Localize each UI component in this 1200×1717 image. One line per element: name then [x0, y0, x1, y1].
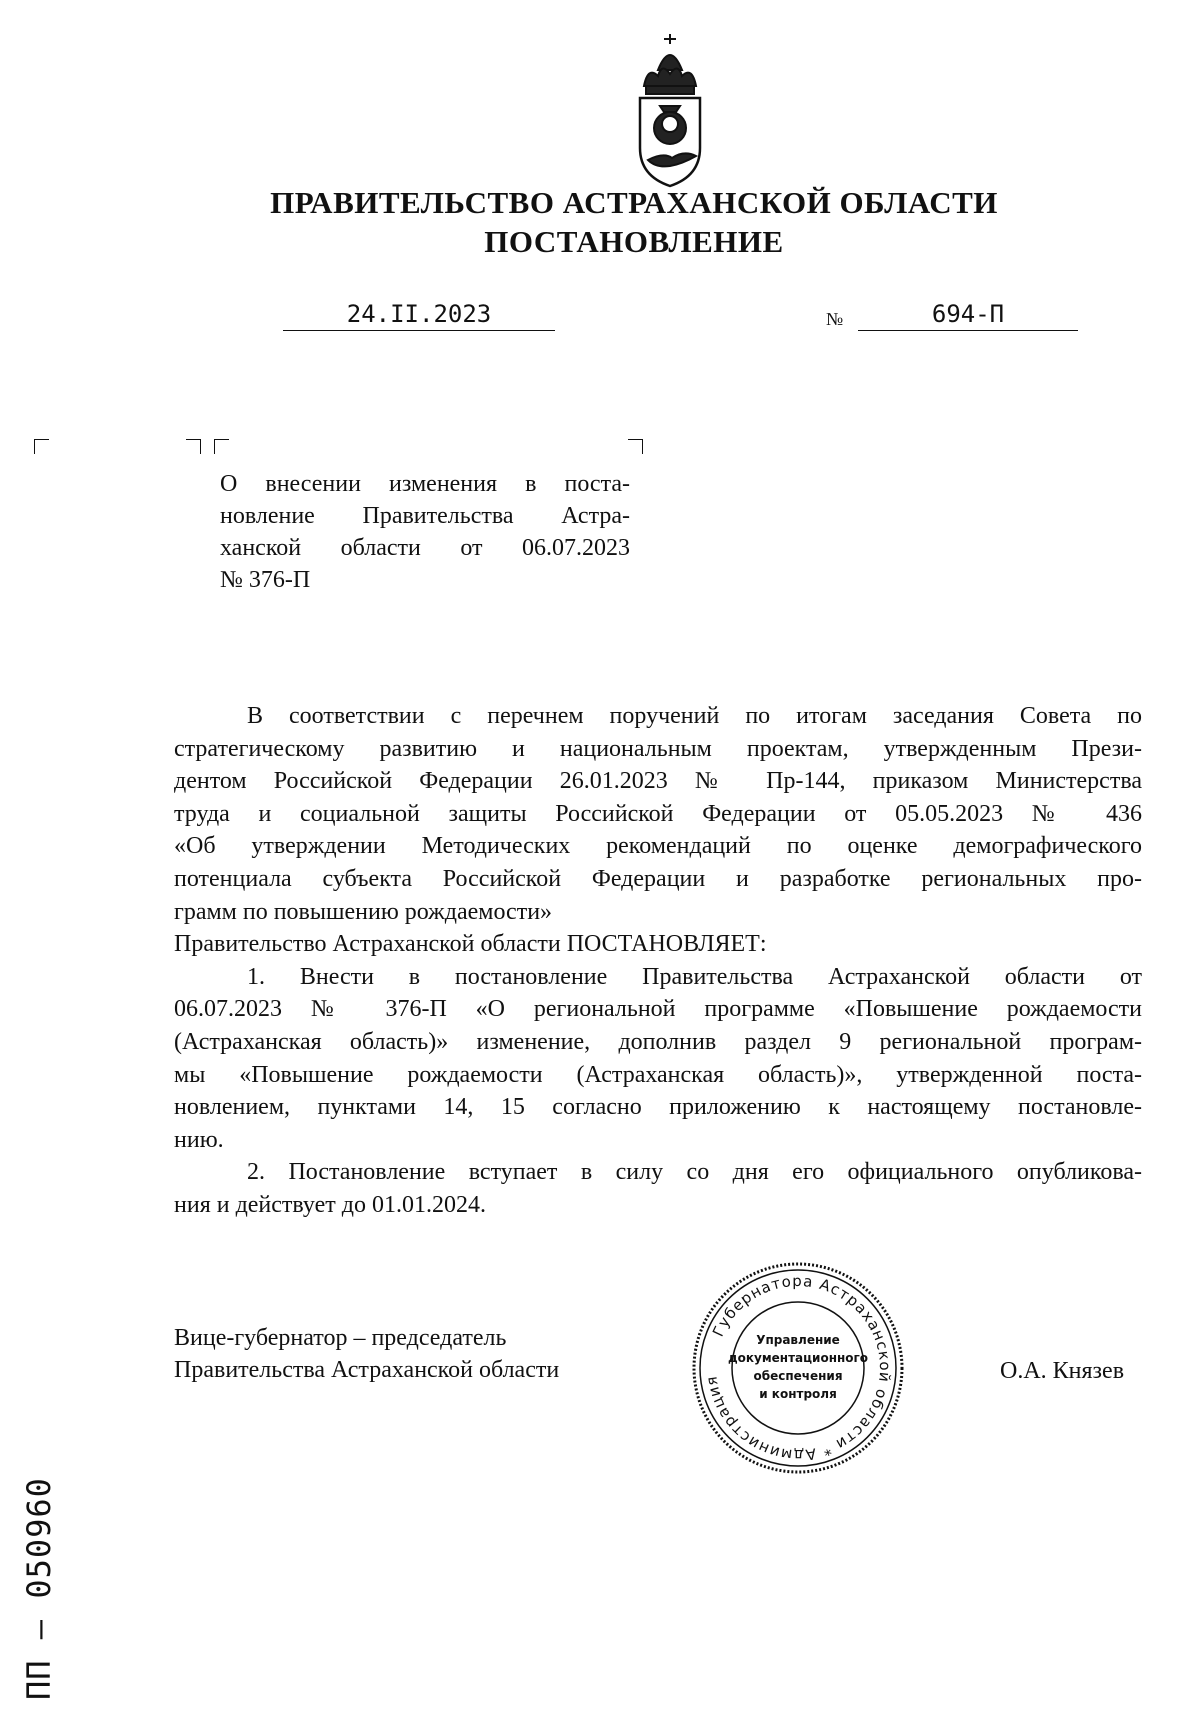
body-line: мы «Повышение рождаемости (Астраханская область)», утвержденной поста-: [174, 1061, 1142, 1088]
body-line: 06.07.2023 № 376-П «О региональной программе «Повышение рождаемости: [174, 996, 1142, 1023]
document-body: [174, 700, 1142, 1222]
body-line: стратегическому развитию и национальным проектам, утвержденным Прези-: [174, 735, 1142, 762]
document-date: 24.II.2023: [346, 300, 492, 328]
margin-corner-mark: [186, 439, 201, 454]
document-subject: [220, 468, 630, 596]
subject-line: № 376-П: [220, 567, 311, 593]
body-line: новлением, пунктами 14, 15 согласно приложению к настоящему постановле-: [174, 1094, 1142, 1121]
stamp-center-line: документационного: [727, 1351, 869, 1365]
official-stamp-seal: [688, 1258, 908, 1478]
body-line: В соответствии с перечнем поручений по итогам заседания Совета по: [247, 703, 1142, 729]
document-number: 694-П: [931, 300, 1005, 328]
subject-line: ханской области от 06.07.2023: [220, 535, 630, 561]
body-line: «Об утверждении Методических рекомендаций по оценке демографического: [174, 833, 1142, 860]
coat-of-arms-emblem: [630, 30, 710, 190]
stamp-center-line: и контроля: [759, 1387, 837, 1401]
body-line: потенциала субъекта Российской Федерации и разработке региональных про-: [174, 865, 1142, 892]
subject-line: новление Правительства Астра-: [220, 503, 630, 529]
body-line: нию.: [174, 1126, 224, 1153]
signatory-position-line: Вице-губернатор – председатель: [174, 1325, 507, 1351]
subject-corner-mark: [214, 439, 229, 454]
body-line: грамм по повышению рождаемости»: [174, 898, 553, 925]
body-line: ния и действует до 01.01.2024.: [174, 1191, 486, 1218]
stamp-center-line: Управление: [756, 1333, 840, 1347]
body-line: дентом Российской Федерации 26.01.2023 № Пр-144, приказом Министерства: [174, 768, 1142, 795]
document-type-title: ПОСТАНОВЛЕНИЕ: [484, 224, 784, 259]
signatory-position: [174, 1322, 559, 1386]
body-line: 2. Постановление вступает в силу со дня его официального опубликова-: [247, 1159, 1142, 1186]
stamp-ring-text: Губернатора Астраханской области * Администрация: [702, 1271, 895, 1465]
margin-corner-mark: [34, 439, 49, 454]
signatory-position-line: Правительства Астраханской области: [174, 1357, 560, 1383]
body-line: 1. Внести в постановление Правительства Астраханской области от: [247, 963, 1142, 990]
subject-line: О внесении изменения в поста-: [220, 471, 630, 497]
body-line: (Астраханская область)» изменение, дополнив раздел 9 региональной програм-: [174, 1028, 1142, 1055]
subject-corner-mark: [628, 439, 643, 454]
document-number-field: [858, 300, 1078, 331]
document-date-field: [283, 300, 555, 331]
registration-side-code: ПП – 050960: [20, 1477, 58, 1700]
body-line: Правительство Астраханской области ПОСТАНОВЛЯЕТ:: [174, 931, 767, 958]
stamp-center-line: обеспечения: [753, 1369, 843, 1383]
number-sign: №: [826, 309, 844, 329]
body-line: труда и социальной защиты Российской Федерации от 05.05.2023 № 436: [174, 800, 1142, 827]
signatory-name: О.А. Князев: [1000, 1358, 1125, 1384]
government-title: ПРАВИТЕЛЬСТВО АСТРАХАНСКОЙ ОБЛАСТИ: [270, 185, 998, 220]
svg-text:Губернатора Астраханской облас: [702, 1272, 894, 1464]
